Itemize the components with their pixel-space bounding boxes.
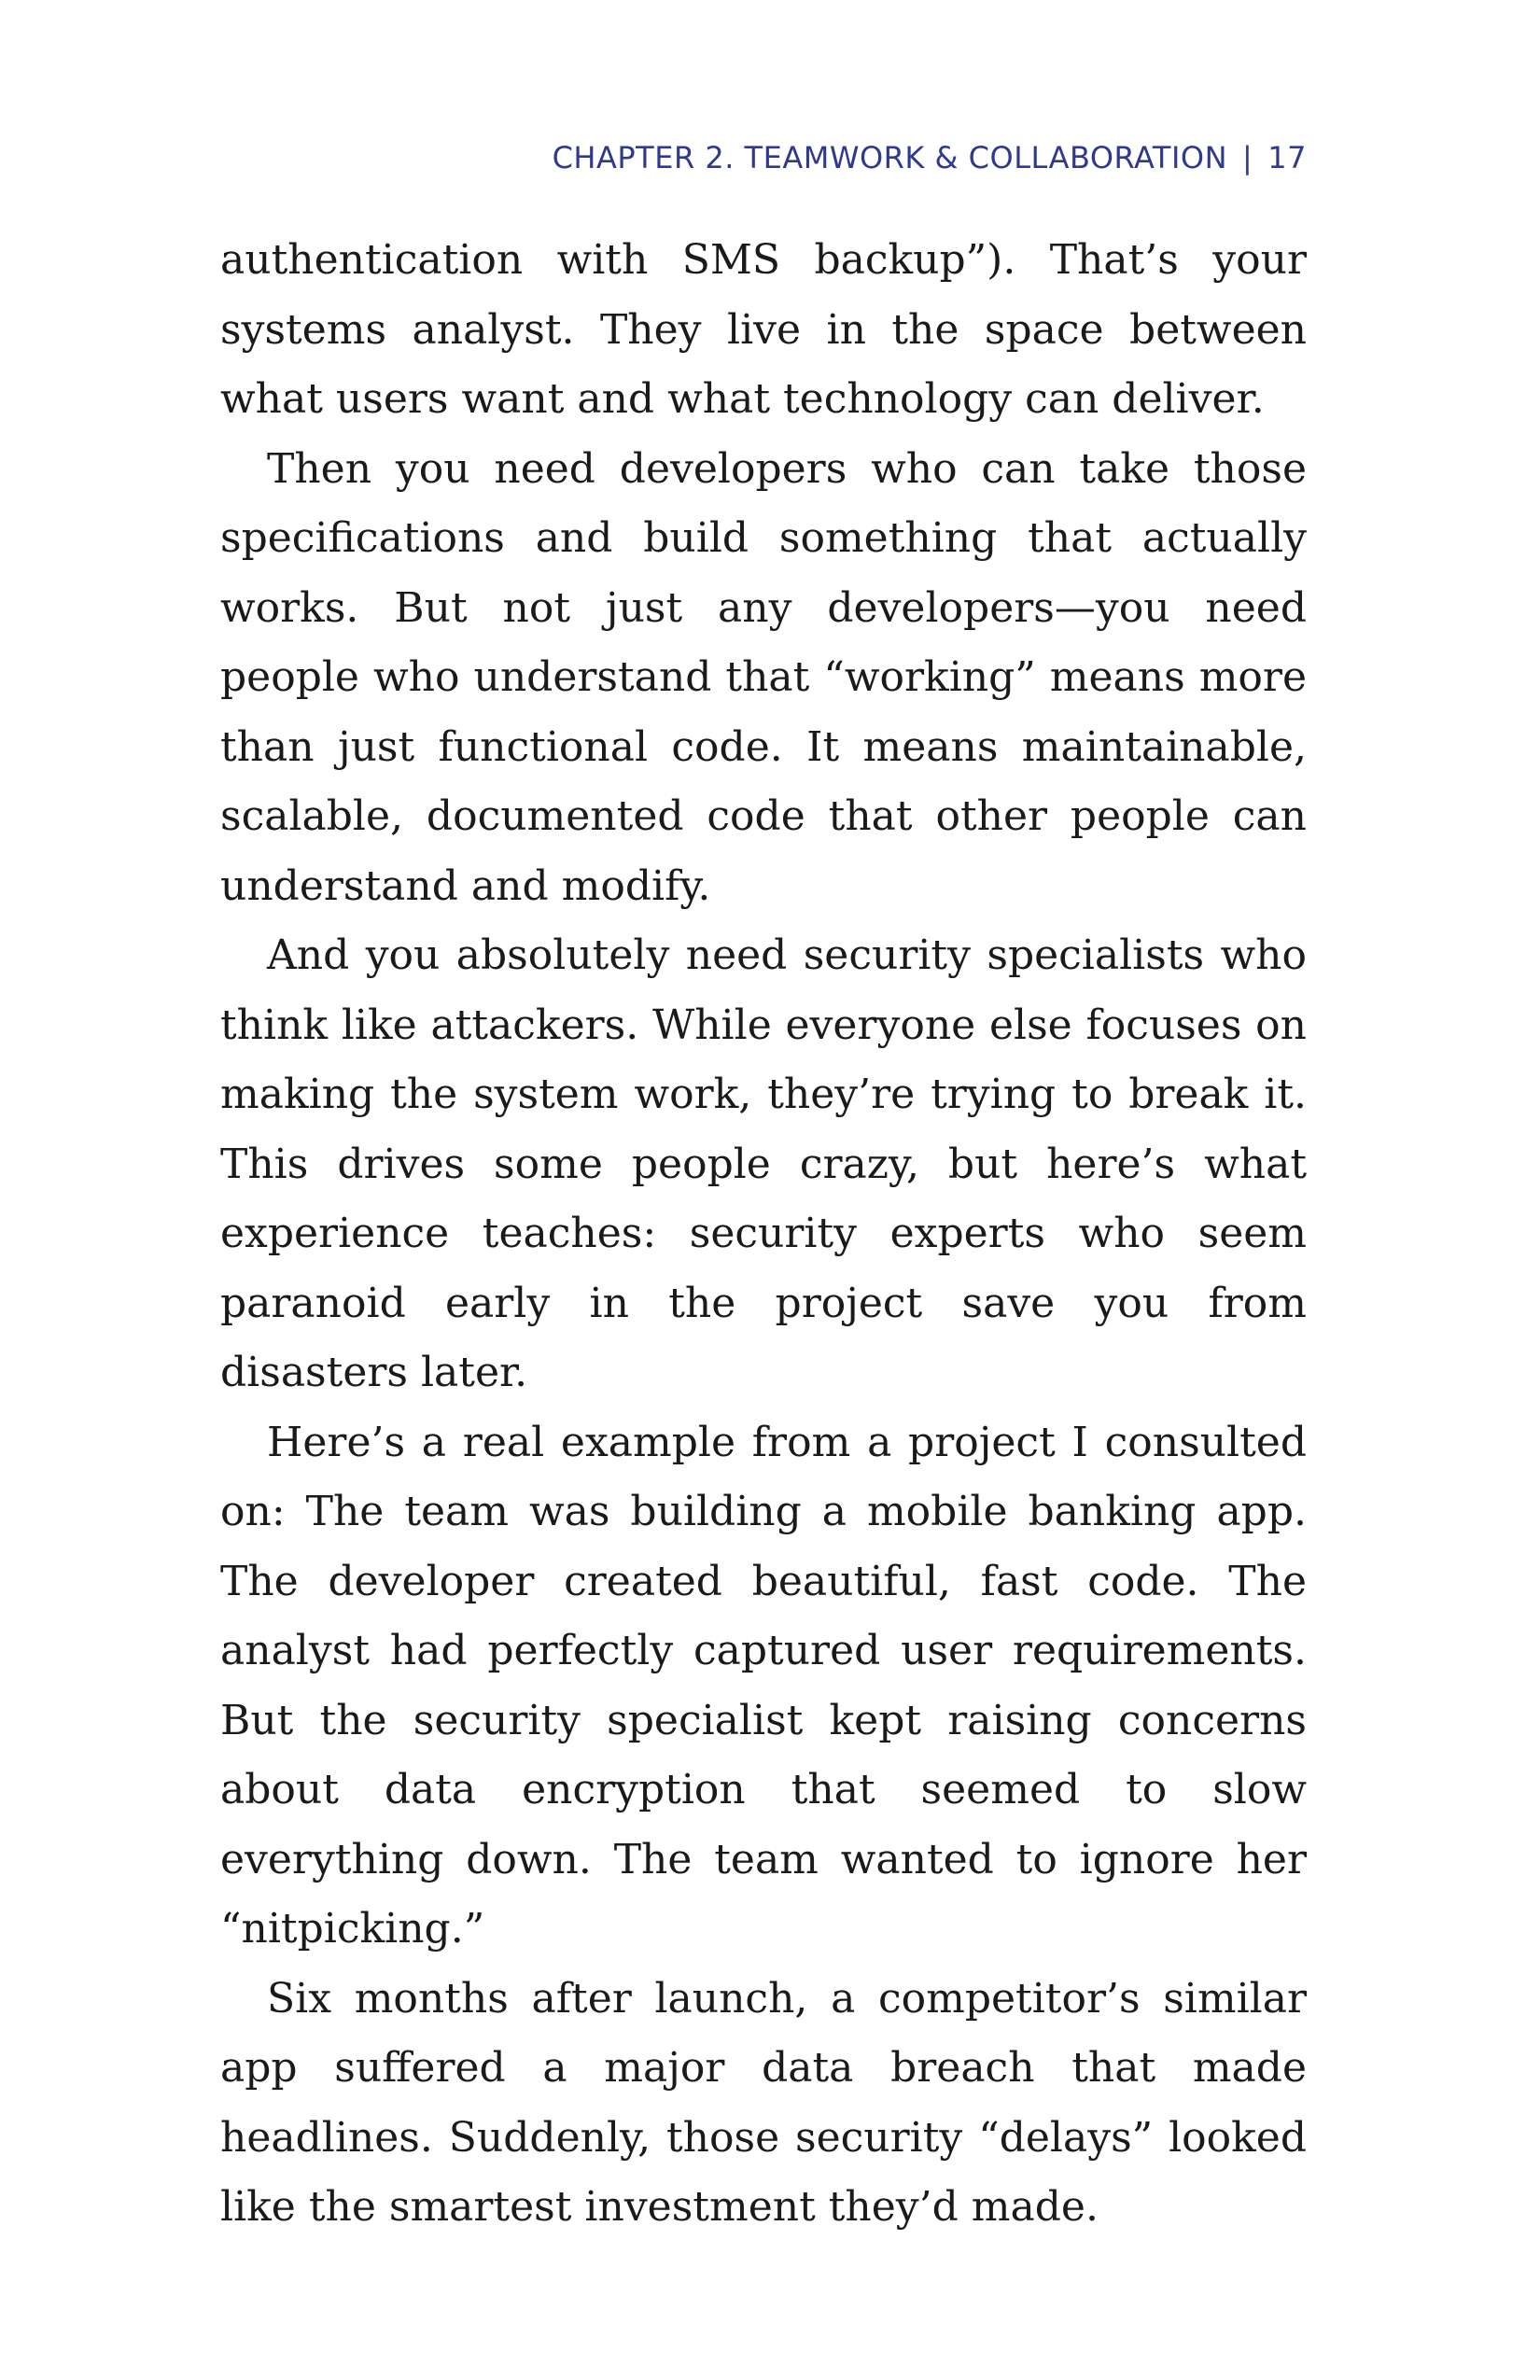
paragraph-developers: Then you need developers who can take those specifications and build something that actually works. But not just any developers—you need people who understand that “working” means more than just functional code. It means maintainable, scalable, documented code that other people can understand and modify. <box>220 444 1307 910</box>
header-separator: | <box>1242 140 1253 175</box>
running-head <box>553 140 1307 175</box>
paragraph-continuation: authentication with SMS backup”). That’s your systems analyst. They live in the space between what users want and what technology can deliver. <box>220 236 1307 423</box>
chapter-title: CHAPTER 2. TEAMWORK & COLLABORATION <box>552 140 1227 175</box>
paragraph-security-specialists: And you absolutely need security specialists who think like attackers. While everyone else focuses on making the system work, they’re trying to break it. This drives some people crazy, but here’s what experience teaches: security experts who seem paranoid early in the project save you from disasters later. <box>220 931 1307 1396</box>
body-text <box>220 226 1307 2243</box>
paragraph-real-example: Here’s a real example from a project I consulted on: The team was building a mobile banking app. The developer created beautiful, fast code. The analyst had perfectly captured user requirements. But the security specialist kept raising concerns about data encryption that seemed to slow everything down. The team wanted to ignore her “nitpicking.” <box>220 1418 1307 1953</box>
paragraph-aftermath: Six months after launch, a competitor’s similar app suffered a major data breach that made headlines. Suddenly, those security “delays” looked like the smartest investment they’d made. <box>220 1974 1307 2231</box>
page-number: 17 <box>1267 140 1307 175</box>
